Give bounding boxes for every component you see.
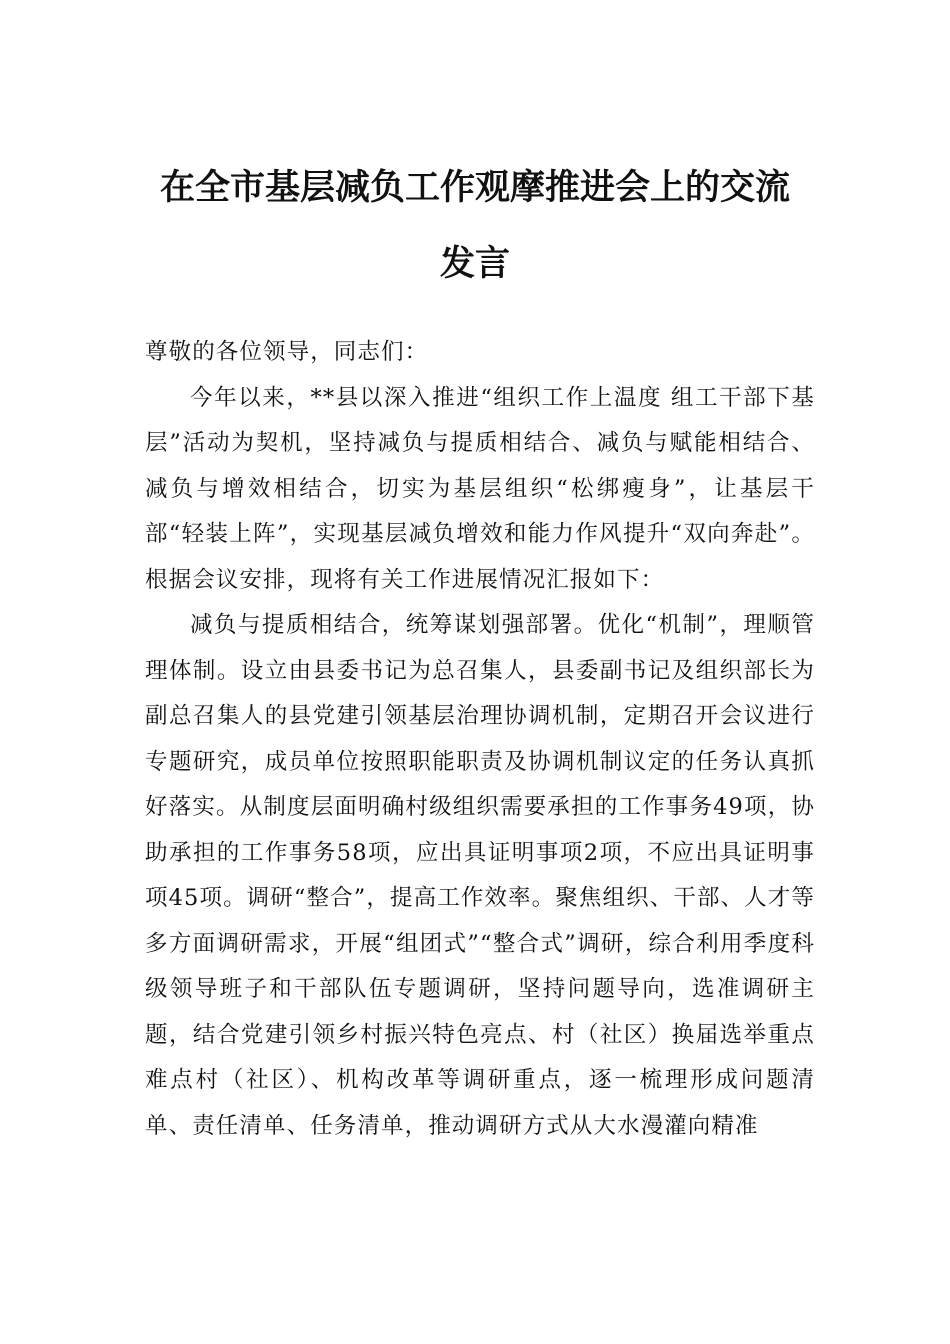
document-body	[145, 330, 815, 1149]
document-title	[140, 150, 810, 302]
paragraph-section-1: 减负与提质相结合，统筹谋划强部署。优化“机制”，理顺管理体制。设立由县委书记为总召集人，县委副书记及组织部长为副总召集人的县党建引领基层治理协调机制，定期召开会议进行专题研究，成员单位按照职能职责及协调机制议定的任务认真抓好落实。从制度层面明确村级组织需要承担的工作事务49项，协助承担的工作事务58项，应出具证明事项2项，不应出具证明事项45项。调研“整合”，提高工作效率。聚焦组织、干部、人才等多方面调研需求，开展“组团式”“整合式”调研，综合利用季度科级领导班子和干部队伍专题调研，坚持问题导向，选准调研主题，结合党建引领乡村振兴特色亮点、村（社区）换届选举重点难点村（社区）、机构改革等调研重点，逐一梳理形成问题清单、责任清单、任务清单，推动调研方式从大水漫灌向精准	[145, 612, 815, 1139]
title-line-1: 在全市基层减负工作观摩推进会上的交流	[159, 167, 790, 208]
title-line-2: 发言	[439, 243, 510, 284]
paragraph-intro: 今年以来，**县以深入推进“组织工作上温度 组工干部下基层”活动为契机，坚持减负与提质相结合、减负与赋能相结合、减负与增效相结合，切实为基层组织“松绑瘦身”，让基层干部“轻装上阵”，实现基层减负增效和能力作风提升“双向奔赴”。根据会议安排，现将有关工作进展情况汇报如下：	[145, 384, 815, 593]
salutation: 尊敬的各位领导，同志们：	[145, 339, 429, 365]
